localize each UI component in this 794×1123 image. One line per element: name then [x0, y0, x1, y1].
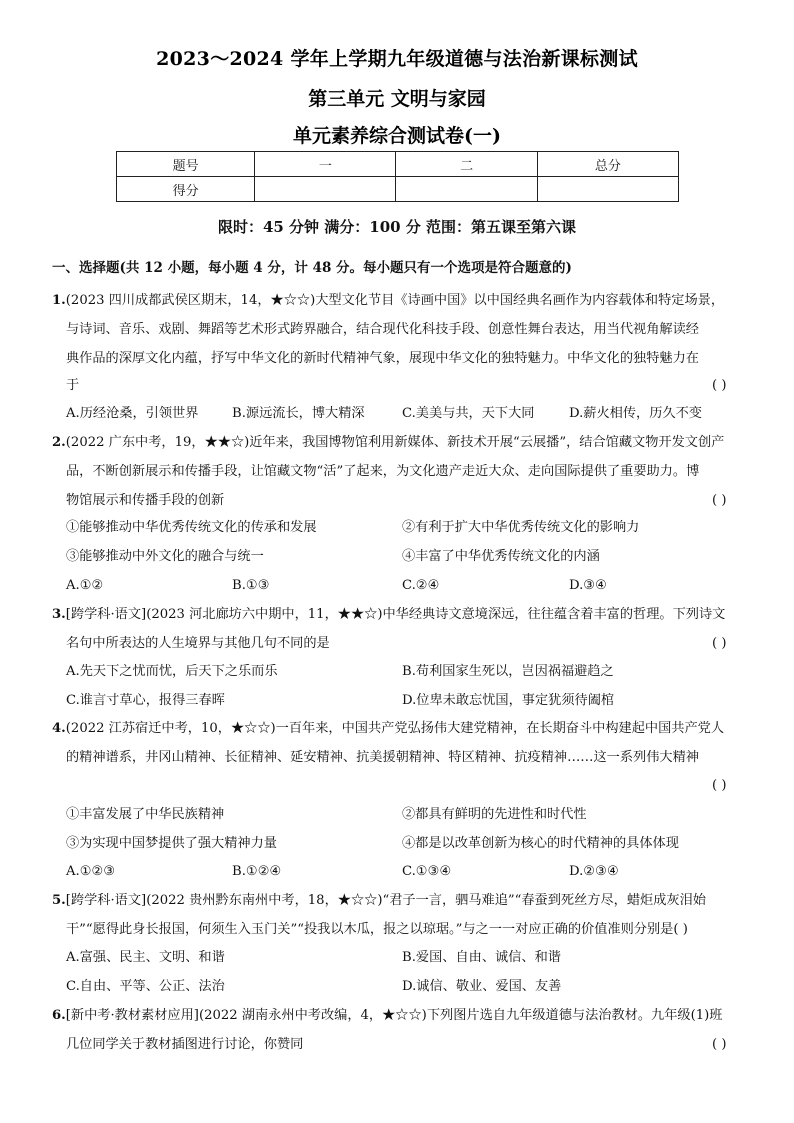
option-b[interactable]: B.①③: [232, 578, 270, 593]
time-limit-info: 限时：45 分钟 满分：100 分 范围：第五课至第六课: [217, 218, 577, 236]
answer-blank[interactable]: ( ): [712, 636, 727, 651]
question-6-line: 几位同学关于教材插图进行讨论，你赞同: [66, 1037, 304, 1052]
option-c[interactable]: C.①③④: [402, 864, 452, 879]
score-input-cell[interactable]: [255, 177, 396, 202]
statement-1: ①能够推动中华优秀传统文化的传承和发展: [66, 520, 317, 535]
question-4-line: 的精神谱系，井冈山精神、长征精神、延安精神、抗美援朝精神、特区精神、抗疫精神……这一系列伟大精神: [66, 750, 699, 765]
answer-blank[interactable]: ( ): [712, 1037, 727, 1052]
option-a[interactable]: A.先天下之忧而忧，后天下之乐而乐: [66, 664, 278, 679]
question-1-line: 典作品的深厚文化内蕴，抒写中华文化的新时代精神气象，展现中华文化的独特魅力。中华文化的独特魅力在: [66, 351, 699, 366]
statement-4: ④都是以改革创新为核心的时代精神的具体体现: [402, 836, 679, 851]
option-b[interactable]: B.苟利国家生死以，岂因祸福避趋之: [402, 664, 614, 679]
question-6-line: 6.[新中考·教材素材应用](2022 湖南永州中考改编，4，★☆☆)下列图片选自九年级道德与法治教材。九年级(1)班: [52, 1008, 723, 1023]
score-input-cell[interactable]: [537, 177, 678, 202]
question-2-line: 2.(2022 广东中考，19，★★☆)近年来，我国博物馆利用新媒体、新技术开展“云展播”，结合馆藏文物开发文创产: [52, 435, 725, 450]
statement-2: ②有利于扩大中华优秀传统文化的影响力: [402, 520, 640, 535]
question-4-line: 4.(2022 江苏宿迁中考，10，★☆☆)一百年来，中国共产党弘扬伟大建党精神，在长期奋斗中构建起中国共产党人: [52, 721, 725, 736]
score-table-header-row: [117, 152, 679, 177]
option-d[interactable]: D.③④: [569, 578, 607, 593]
table-cell: 一: [255, 152, 396, 177]
option-c[interactable]: C.谁言寸草心，报得三春晖: [66, 693, 225, 708]
answer-blank[interactable]: ( ): [712, 378, 727, 393]
option-d[interactable]: D.诚信、敬业、爱国、友善: [402, 979, 562, 994]
question-3-line: 名句中所表达的人生境界与其他几句不同的是: [66, 636, 330, 651]
option-c[interactable]: C.②④: [402, 578, 440, 593]
question-number: 6.: [52, 1008, 66, 1023]
score-table-score-row: [117, 177, 679, 202]
table-cell: 题号: [117, 152, 255, 177]
score-table: [116, 151, 679, 202]
question-number: 1.: [52, 293, 66, 308]
option-b[interactable]: B.爱国、自由、诚信、和谐: [402, 950, 561, 965]
question-number: 2.: [52, 435, 66, 450]
statement-2: ②都具有鲜明的先进性和时代性: [402, 807, 587, 822]
section-heading: 一、选择题(共 12 小题，每小题 4 分，计 48 分。每小题只有一个选项是符合题意的): [52, 260, 572, 276]
option-a[interactable]: A.①②③: [66, 864, 116, 879]
question-1-line: 与诗词、音乐、戏剧、舞蹈等艺术形式跨界融合，结合现代化科技手段、创意性舞台表达，用当代视角解读经: [66, 322, 699, 337]
table-cell: 得分: [117, 177, 255, 202]
statement-3: ③为实现中国梦提供了强大精神力量: [66, 836, 277, 851]
statement-3: ③能够推动中外文化的融合与统一: [66, 549, 264, 564]
question-number: 3.: [52, 607, 66, 622]
exam-title: 2023～2024 学年上学期九年级道德与法治新课标测试: [156, 48, 638, 70]
statement-4: ④丰富了中华优秀传统文化的内涵: [402, 549, 600, 564]
score-input-cell[interactable]: [396, 177, 537, 202]
table-cell: 二: [396, 152, 537, 177]
question-1-line: 1.(2023 四川成都武侯区期末，14，★☆☆)大型文化节目《诗画中国》以中国经典名画作为内容载体和特定场景，: [52, 293, 725, 308]
question-number: 5.: [52, 893, 66, 908]
question-1-line: 于: [66, 378, 80, 393]
statement-1: ①丰富发展了中华民族精神: [66, 807, 225, 822]
unit-title: 第三单元 文明与家园: [308, 88, 486, 110]
question-5-line: 5.[跨学科·语文](2022 贵州黔东南州中考，18，★☆☆)“君子一言，驷马难追”“春蚕到死丝方尽，蜡炬成灰泪始: [52, 893, 706, 908]
option-d[interactable]: D.位卑未敢忘忧国，事定犹须待阖棺: [402, 693, 615, 708]
option-b[interactable]: B.①②④: [232, 864, 282, 879]
option-a[interactable]: A.历经沧桑，引领世界: [66, 406, 199, 421]
question-3-line: 3.[跨学科·语文](2023 河北廊坊六中期中，11，★★☆)中华经典诗文意境深远，往往蕴含着丰富的哲理。下列诗文: [52, 607, 726, 622]
option-c[interactable]: C.自由、平等、公正、法治: [66, 979, 225, 994]
question-number: 4.: [52, 721, 66, 736]
option-a[interactable]: A.①②: [66, 578, 104, 593]
answer-blank[interactable]: ( ): [712, 778, 727, 793]
answer-blank[interactable]: ( ): [712, 493, 727, 508]
option-a[interactable]: A.富强、民主、文明、和谐: [66, 950, 225, 965]
option-b[interactable]: B.源远流长，博大精深: [232, 406, 365, 421]
option-d[interactable]: D.②③④: [569, 864, 619, 879]
option-c[interactable]: C.美美与共，天下大同: [402, 406, 535, 421]
table-cell: 总分: [537, 152, 678, 177]
option-d[interactable]: D.薪火相传，历久不变: [569, 406, 702, 421]
question-2-line: 物馆展示和传播手段的创新: [66, 493, 225, 508]
test-title: 单元素养综合测试卷(一): [293, 125, 501, 147]
question-2-line: 品，不断创新展示和传播手段，让馆藏文物“活”了起来，为文化遗产走近大众、走向国际提供了重要助力。博: [66, 464, 700, 479]
question-5-line: 干”“愿得此身长报国，何须生入玉门关”“投我以木瓜，报之以琼琚。”与之一一对应正确的价值准则分别是( ): [66, 922, 688, 937]
